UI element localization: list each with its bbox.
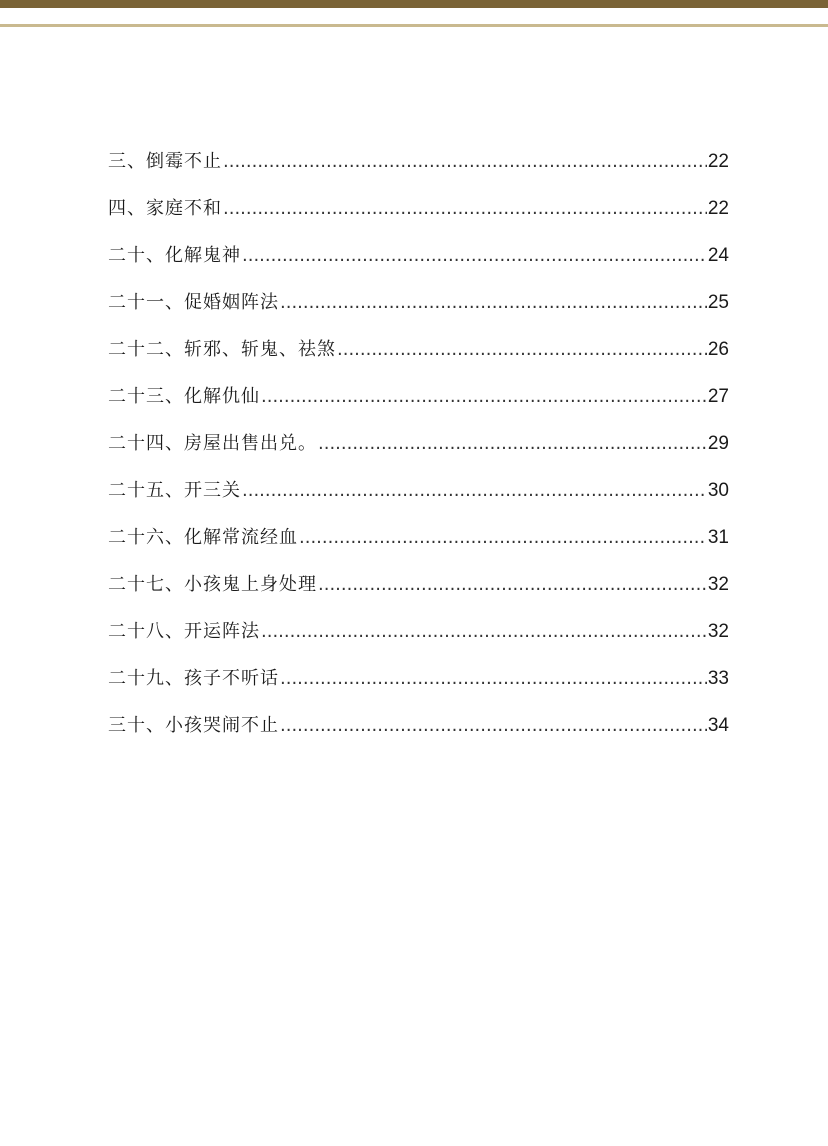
toc-entry[interactable] [108, 195, 729, 242]
toc-entry-title: 二十三、化解仇仙 [108, 386, 260, 407]
toc-entry-title: 三十、小孩哭闹不止 [108, 715, 279, 736]
toc-entry-page: 24 [707, 245, 729, 266]
toc-leader-dots [280, 289, 707, 317]
toc-entry[interactable] [108, 571, 729, 618]
toc-entry-title: 二十七、小孩鬼上身处理 [108, 574, 317, 595]
toc-leader-dots [261, 383, 707, 411]
toc-entry[interactable] [108, 336, 729, 383]
toc-entry-page: 27 [707, 386, 729, 407]
toc-entry[interactable] [108, 477, 729, 524]
toc-entry-page: 33 [707, 668, 729, 689]
toc-entry-page: 25 [707, 292, 729, 313]
toc-entry-title: 二十八、开运阵法 [108, 621, 260, 642]
toc-leader-dots [318, 571, 707, 599]
toc-entry[interactable] [108, 383, 729, 430]
toc-leader-dots [242, 477, 707, 505]
toc-entry-page: 22 [707, 198, 729, 219]
toc-entry-page: 34 [707, 715, 729, 736]
toc-leader-dots [242, 242, 707, 270]
toc-entry-title: 二十六、化解常流经血 [108, 527, 298, 548]
toc-leader-dots [280, 712, 707, 740]
toc-entry-title: 二十、化解鬼神 [108, 245, 241, 266]
toc-entry-page: 22 [707, 151, 729, 172]
toc-entry[interactable] [108, 712, 729, 759]
header-band [0, 0, 828, 8]
toc-leader-dots [223, 148, 707, 176]
toc-entry-title: 二十四、房屋出售出兑。 [108, 433, 317, 454]
toc-entry-page: 29 [707, 433, 729, 454]
toc-entry[interactable] [108, 242, 729, 289]
toc-leader-dots [299, 524, 707, 552]
toc-entry-page: 26 [707, 339, 729, 360]
toc-leader-dots [318, 430, 707, 458]
toc-entry[interactable] [108, 665, 729, 712]
toc-entry[interactable] [108, 524, 729, 571]
toc-entry-page: 31 [707, 527, 729, 548]
toc-entry[interactable] [108, 618, 729, 665]
toc-entry[interactable] [108, 148, 729, 195]
header-rule [0, 24, 828, 27]
toc-leader-dots [337, 336, 707, 364]
toc-leader-dots [223, 195, 707, 223]
toc-entry-title: 四、家庭不和 [108, 198, 222, 219]
toc-entry[interactable] [108, 289, 729, 336]
toc-entry-page: 32 [707, 621, 729, 642]
toc-entry-page: 30 [707, 480, 729, 501]
toc-leader-dots [280, 665, 707, 693]
toc-entry-title: 二十九、孩子不听话 [108, 668, 279, 689]
toc-leader-dots [261, 618, 707, 646]
toc-entry-title: 二十五、开三关 [108, 480, 241, 501]
toc-entry-title: 二十二、斩邪、斩鬼、祛煞 [108, 339, 336, 360]
table-of-contents [108, 148, 729, 759]
toc-entry-page: 32 [707, 574, 729, 595]
toc-entry-title: 二十一、促婚姻阵法 [108, 292, 279, 313]
toc-entry[interactable] [108, 430, 729, 477]
toc-entry-title: 三、倒霉不止 [108, 151, 222, 172]
